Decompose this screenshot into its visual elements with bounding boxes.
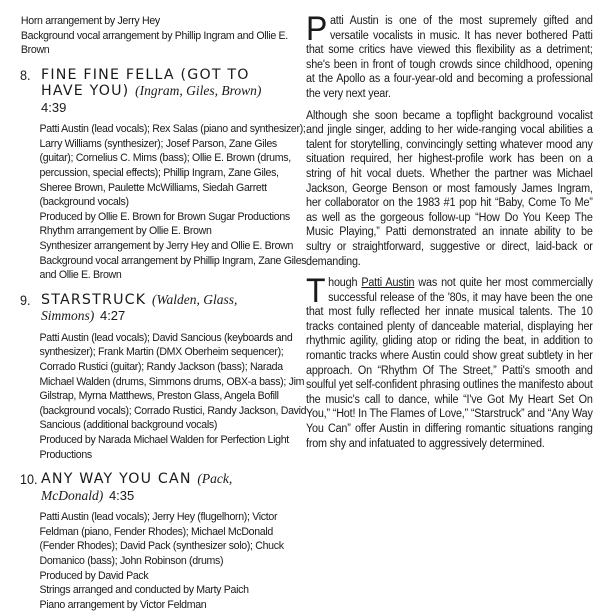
track-credits-column (20, 14, 307, 612)
credit-line: Produced by Narada Michael Walden for Perfection Light Productions (39, 433, 289, 461)
track-heading (20, 292, 292, 325)
track-personnel: Patti Austin (lead vocals); David Sancious (keyboards and synthesizer); Frank Martin (DMX Oberheim sequencer); Corrado Rustici (guitar); Randy Jackson (bass); Narada Michael Walden (drums, Simmons drums, OBX-a bass); Jim Gilstrap, Myrna Matthews, Preston Glass, Angela Bofill (background vocals); Corrado Rustici, Randy Jackson, David Sancious (additional background vocals) (39, 331, 307, 432)
drop-cap: T (306, 272, 326, 311)
track-title: STARSTRUCK (41, 291, 147, 308)
liner-paragraph-3 (306, 272, 593, 451)
credit-line: Piano arrangement by Victor Feldman (39, 598, 207, 611)
track-title: ANY WAY YOU CAN (41, 471, 192, 488)
paragraph-lead: hough (328, 277, 362, 290)
track-number: 9. (20, 291, 31, 308)
track-number: 8. (20, 66, 31, 83)
credit-line: Rhythm arrangement by Ollie E. Brown (39, 225, 212, 238)
liner-paragraph-2 (306, 109, 593, 270)
liner-notes-column (306, 10, 593, 458)
credit-line: Background vocal arrangement by Phillip Ingram and Ollie E. Brown (20, 29, 288, 57)
track-personnel: Patti Austin (lead vocals); Jerry Hey (flugelhorn); Victor Feldman (piano, Fender Rhodes); Michael McDonald (Fender Rhodes); David Pack (synthesizer solo); Chuck Domanico (bass); John Robinson (drums) (39, 511, 284, 567)
paragraph-text: atti Austin is one of the most supremely gifted and versatile vocalists in music. It has never bothered Patti that some critics have viewed this flexibility as a detriment; she's been in front of tough crowds since childhood, opening at the Apollo as a four-year-old and becoming a professional the very next year. (306, 15, 593, 100)
track-time: 4:39 (41, 99, 67, 115)
credit-line: Produced by David Pack (39, 569, 149, 582)
credit-line: Produced by Ollie E. Brown for Brown Sugar Productions (39, 210, 290, 223)
track-credits (20, 510, 309, 612)
credit-line: Background vocal arrangement by Phillip Ingram, Zane Giles and Ollie E. Brown (39, 254, 307, 282)
drop-cap: P (306, 10, 328, 48)
track-title: FINE FINE FELLA (GOT TO HAVE YOU) (41, 66, 250, 100)
paragraph-text: was not quite her most commercially successful release of the '80s, it may have been the one that most fully reflected her innate musical talents. The 10 tracks contained plenty of danceable material, displaying her rhythmic agility, gliding atop or riding the beat, in addition to romantic tracks where Austin could show great subtlety in her approach. On “Rhythm Of The Street,” Patti's smooth and soulful yet self-confident phrasing outlines the manifesto about the music's call to dance, while “I've Got My Heart Set On You,” “Hot! In The Flames of Love,” “Starstruck” and “Any Way You Can” offer Austin in differing romantic situations ranging from shy and infatuated to aggressively determined. (306, 277, 593, 450)
track-number: 10. (20, 471, 38, 488)
album-title: Patti Austin (361, 277, 415, 290)
track-personnel: Patti Austin (lead vocals); Rex Salas (piano and synthesizer); Larry Williams (synthesizer); Josef Parson, Zane Giles (guitar); Cornelius C. Mims (bass); Ollie E. Brown (drums, percussion, special effects); Phillip Ingram, Zane Giles, Sheree Brown, Paulette McWilliams, Siedah Garrett (background vocals) (39, 123, 306, 209)
credit-line: Strings arranged and conducted by Marty Paich (39, 584, 249, 597)
credit-line: Horn arrangement by Jerry Hey (20, 15, 160, 27)
liner-paragraph-1 (306, 10, 593, 102)
track-10 (20, 471, 292, 612)
track-writers: (Ingram, Giles, Brown) (135, 83, 262, 99)
track-credits (20, 122, 309, 283)
track-9 (20, 291, 307, 462)
track-writers: (Pack, McDonald) (41, 471, 233, 503)
track-heading (20, 471, 292, 504)
paragraph-text: Although she soon became a topflight background vocalist and jingle singer, adding to her wide-ranging vocal abilities a talent for storytelling, convincingly setting whatever mood any situation required, her highest-profile work has been on a string of hit vocal duets. Whether the partner was Michael Jackson, George Benson or most famously James Ingram, her collaborator on the 1983 #1 pop hit “Baby, Come To Me” as well as the gorgeous follow-up “How Do You Keep The Music Playing,” Patti demonstrated an innate ability to be sultry or straightforward, suggestive or direct, laid-back or demanding. (306, 109, 593, 268)
track-writers: (Walden, Glass, Simmons) (41, 291, 238, 324)
track-credits (20, 331, 309, 462)
credit-line: Synthesizer arrangement by Jerry Hey and Ollie E. Brown (39, 240, 294, 253)
track-8 (20, 66, 307, 283)
track-time: 4:35 (108, 487, 135, 503)
track-heading (20, 67, 292, 117)
track-time: 4:27 (99, 308, 126, 324)
intro-credits (20, 14, 291, 58)
